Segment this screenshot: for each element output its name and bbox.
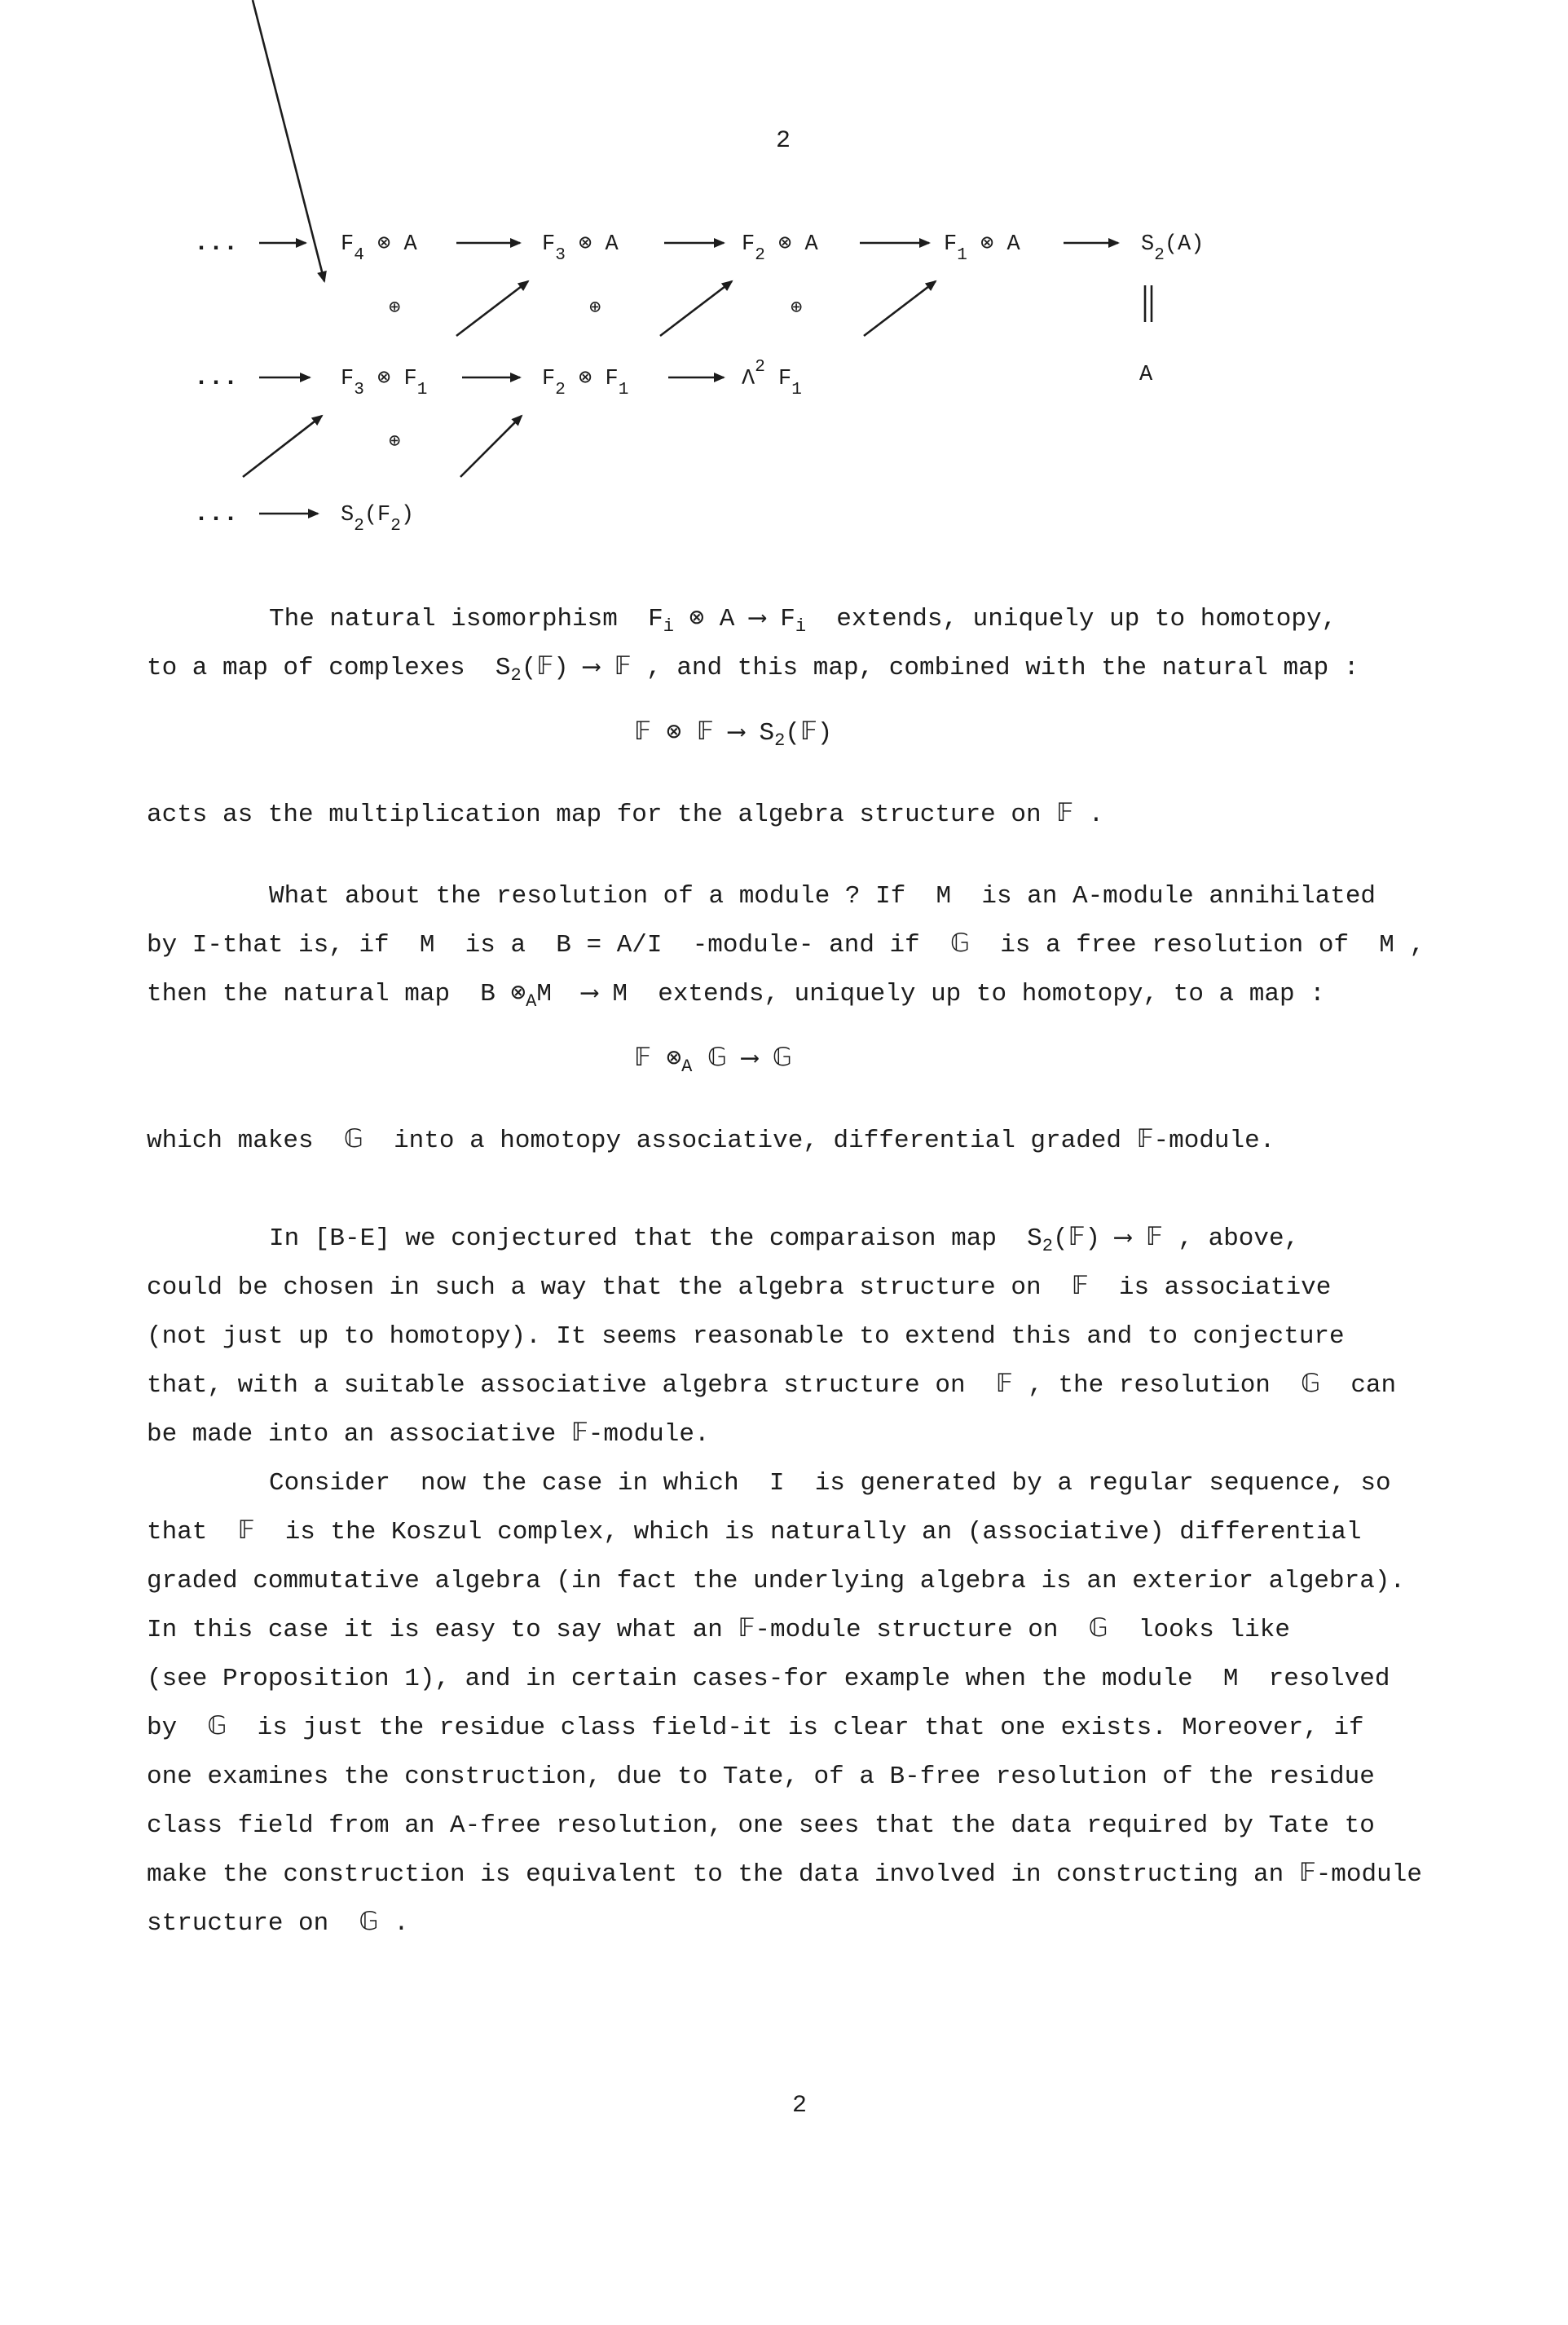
node-r2-3: A [1139,363,1153,387]
diag-arrow-1 [253,0,324,281]
para4-line7: one examines the construction, due to Tate, of a B-free resolution of the residue [147,1762,1375,1791]
node-r3-0: $S_2(F_2)$ [341,503,415,536]
para2-line2: by I-that is, if M is a B = A/I -module- and if 𝔾 is a free resolution of M , [147,931,1425,960]
para3-line4: that, with a suitable associative algebra structure on 𝔽 , the resolution 𝔾 can [147,1371,1397,1400]
line-after-display2: which makes 𝔾 into a homotopy associative, differential graded 𝔽-module. [147,1127,1275,1155]
display2: 𝔽 $\otimes_A$ 𝔾 ⟶ 𝔾 [634,1045,792,1078]
para4-line1: Consider now the case in which I is generated by a regular sequence, so [269,1469,1391,1498]
para3-line2: could be chosen in such a way that the algebra structure on 𝔽 is associative [147,1273,1332,1302]
oplus-2: ⊕ [589,298,601,320]
dots-r2: ... [194,364,239,392]
para4-line3: graded commutative algebra (in fact the underlying algebra is an exterior algebra). [147,1567,1406,1595]
para4-line5: (see Proposition 1), and in certain cases-for example when the module M resolved [147,1665,1390,1693]
para3-line5: be made into an associative 𝔽-module. [147,1420,710,1449]
dots-r3: ... [194,501,239,528]
diag-arrow-2 [456,281,528,336]
commutative-diagram [0,0,1568,571]
node-r2-1: $F_2$ ⊗ $F_1$ [542,367,629,399]
para4-line6: by 𝔾 is just the residue class field-it is clear that one exists. Moreover, if [147,1714,1364,1742]
node-r1-4: $S_2(A)$ [1141,232,1205,265]
para2-line1: What about the resolution of a module ? If M is an A-module annihilated [269,882,1376,911]
dots-r1: ... [194,230,239,258]
node-r2-2: $\Lambda^2$ $F_1$ [742,358,802,399]
oplus-4: ⊕ [389,431,401,453]
node-r1-3: $F_1$ ⊗ A [944,232,1020,265]
page-number-top: 2 [776,127,791,155]
para2-line3: then the natural map B $\otimes_AM$ ⟶ M extends, uniquely up to homotopy, to a map : [147,980,1325,1012]
para1-line1: The natural isomorphism $F_i$ ⊗ A ⟶ $F_i$ extends, uniquely up to homotopy, [269,605,1337,638]
para3-line3: (not just up to homotopy). It seems reasonable to extend this and to conjecture [147,1322,1345,1351]
page-number-bottom: 2 [792,2092,808,2120]
para4-line4: In this case it is easy to say what an 𝔽-module structure on 𝔾 looks like [147,1616,1290,1644]
display1: 𝔽 ⊗ 𝔽 ⟶ $S_2(𝔽)$ [634,719,833,752]
para4-line9: make the construction is equivalent to the data involved in constructing an 𝔽-module [147,1860,1422,1889]
diag-arrow-4 [864,281,936,336]
para4-line10: structure on 𝔾 . [147,1909,409,1938]
diag-arrow-6 [460,416,522,477]
node-r2-0: $F_3$ ⊗ $F_1$ [341,367,428,399]
line-after-display1: acts as the multiplication map for the algebra structure on 𝔽 . [147,801,1104,829]
node-r1-2: $F_2$ ⊗ A [742,232,818,265]
para4-line2: that 𝔽 is the Koszul complex, which is naturally an (associative) differential [147,1518,1362,1546]
para3-line1: In [B-E] we conjectured that the comparaison map $S_2(𝔽)$ ⟶ 𝔽 , above, [269,1224,1300,1257]
diag-arrow-5 [243,416,322,477]
node-r1-0: $F_4$ ⊗ A [341,232,417,265]
diag-arrow-3 [660,281,732,336]
para4-line8: class field from an A-free resolution, one sees that the data required by Tate to [147,1811,1375,1840]
oplus-3: ⊕ [791,298,803,320]
node-r1-1: $F_3$ ⊗ A [542,232,619,265]
oplus-1: ⊕ [389,298,401,320]
para1-line2: to a map of complexes $S_2(𝔽)$ ⟶ 𝔽 , and this map, combined with the natural map : [147,654,1359,686]
